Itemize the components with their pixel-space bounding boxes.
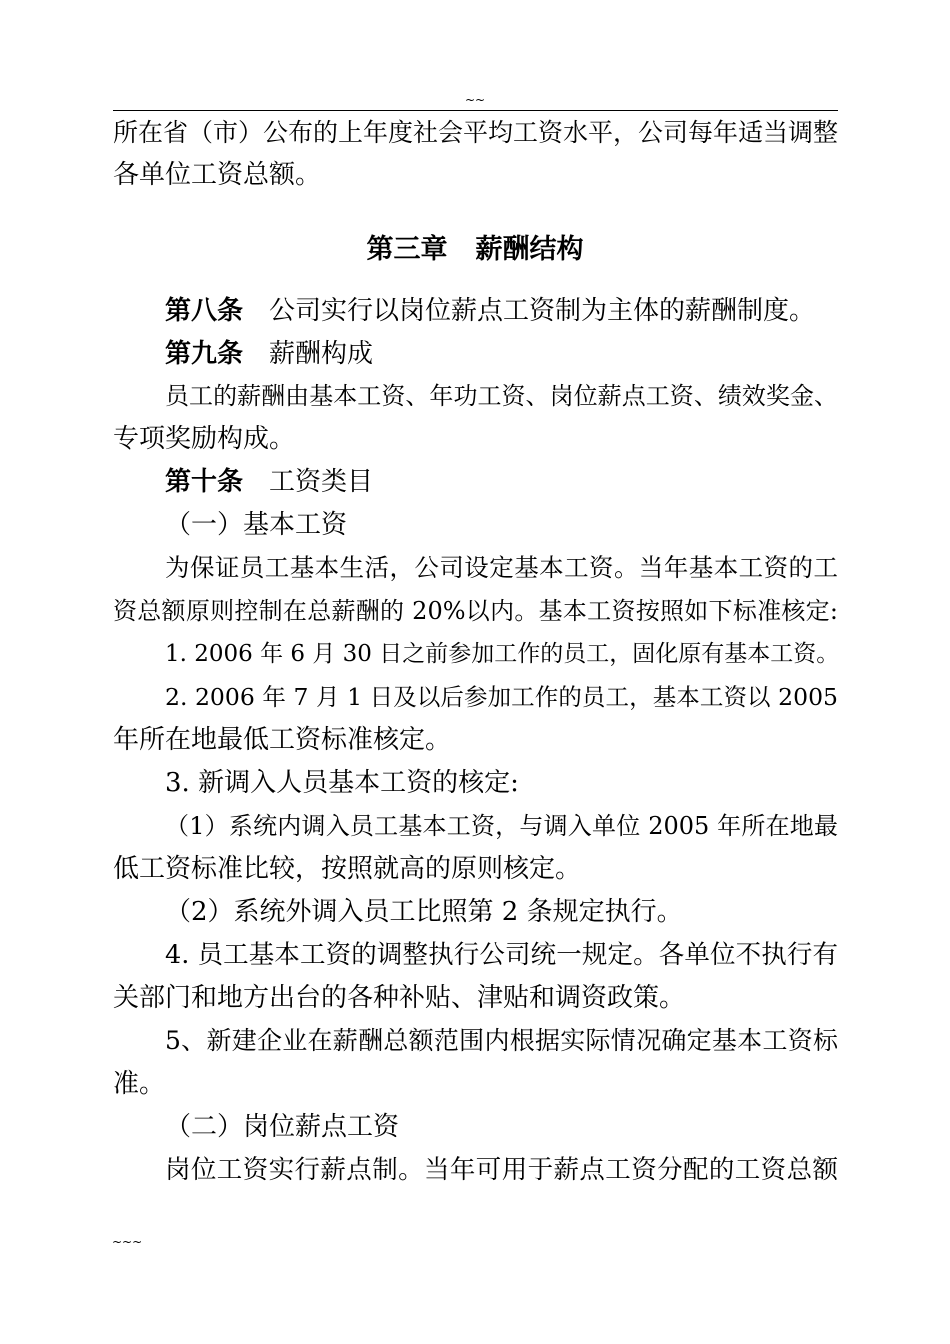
article-10 <box>165 465 838 499</box>
article-9 <box>165 337 838 371</box>
body-line: 准。 <box>113 1069 166 1099</box>
chapter-number: 第三章 <box>366 234 448 265</box>
article-label: 第八条 <box>165 296 244 326</box>
article-8 <box>165 294 838 328</box>
body-line: 资总额原则控制在总薪酬的 20%以内。基本工资按照如下标准核定: <box>113 597 838 625</box>
body-line: 关部门和地方出台的各种补贴、津贴和调资政策。 <box>113 983 686 1013</box>
list-item: （1）系统内调入员工基本工资，与调入单位 2005 年所在地最 <box>165 812 838 840</box>
body-line: 为保证员工基本生活，公司设定基本工资。当年基本工资的工 <box>165 553 838 582</box>
list-item: 3. 新调入人员基本工资的核定: <box>165 768 519 798</box>
section-heading: （二）岗位薪点工资 <box>165 1112 400 1142</box>
article-label: 第九条 <box>165 339 244 369</box>
chapter-name: 薪酬结构 <box>475 234 584 265</box>
body-line: 所在省（市）公布的上年度社会平均工资水平，公司每年适当调整 <box>113 118 839 147</box>
article-label: 第十条 <box>165 467 244 497</box>
list-item: 2. 2006 年 7 月 1 日及以后参加工作的员工，基本工资以 2005 <box>165 683 838 711</box>
body-line: 岗位工资实行薪点制。当年可用于薪点工资分配的工资总额 <box>165 1155 838 1185</box>
article-text: 工资类目 <box>269 467 374 497</box>
list-item: 5、新建企业在薪酬总额范围内根据实际情况确定基本工资标 <box>165 1026 838 1055</box>
chapter-title <box>0 232 950 268</box>
header-mark: ~~ <box>464 93 486 107</box>
section-heading: （一）基本工资 <box>165 510 348 540</box>
list-item: 4. 员工基本工资的调整执行公司统一规定。各单位不执行有 <box>165 940 838 970</box>
body-line: 低工资标准比较，按照就高的原则核定。 <box>113 854 582 884</box>
body-line: 各单位工资总额。 <box>113 160 322 190</box>
body-line: 年所在地最低工资标准核定。 <box>113 725 452 755</box>
list-item: （2）系统外调入员工比照第 2 条规定执行。 <box>165 897 683 927</box>
article-text: 公司实行以岗位薪点工资制为主体的薪酬制度。 <box>269 296 816 326</box>
list-item: 1. 2006 年 6 月 30 日之前参加工作的员工，固化原有基本工资。 <box>165 641 840 667</box>
article-text: 薪酬构成 <box>269 339 374 369</box>
body-line: 专项奖励构成。 <box>113 424 296 454</box>
header-rule <box>113 110 838 111</box>
footer-mark: ~~~ <box>112 1235 143 1249</box>
body-line: 员工的薪酬由基本工资、年功工资、岗位薪点工资、绩效奖金、 <box>165 382 838 410</box>
